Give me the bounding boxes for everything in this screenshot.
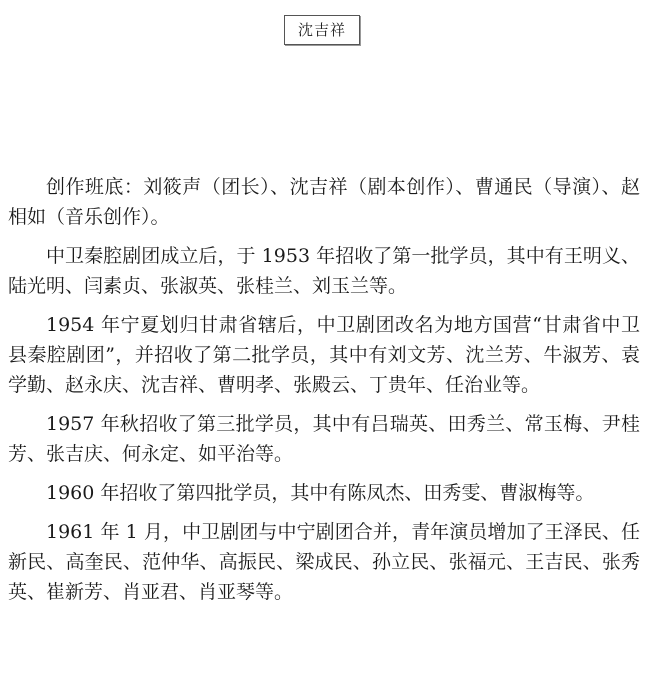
- header-title: 沈吉祥: [297, 21, 346, 39]
- running-header: [284, 15, 360, 45]
- paragraph-fourth-batch: 1960 年招收了第四批学员，其中有陈凤杰、田秀雯、曹淑梅等。: [46, 482, 595, 504]
- document-body: [8, 172, 640, 616]
- paragraph-first-batch: 中卫秦腔剧团成立后，于 1953 年招收了第一批学员，其中有王明义、陆光明、闫素贞、张淑英、张桂兰、刘玉兰等。: [8, 245, 640, 297]
- paragraph-second-batch: 1954 年宁夏划归甘肃省辖后，中卫剧团改名为地方国营“甘肃省中卫县秦腔剧团”，并招收了第二批学员，其中有刘文芳、沈兰芳、牛淑芳、袁学勤、赵永庆、沈吉祥、曹明孝、张殿云、丁贵年、任治业等。: [8, 314, 640, 396]
- paragraph-third-batch: 1957 年秋招收了第三批学员，其中有吕瑞英、田秀兰、常玉梅、尹桂芳、张吉庆、何永定、如平治等。: [8, 413, 640, 465]
- paragraph-merger: 1961 年 1 月，中卫剧团与中宁剧团合并，青年演员增加了王泽民、任新民、高奎民、范仲华、高振民、梁成民、孙立民、张福元、王吉民、张秀英、崔新芳、肖亚君、肖亚琴等。: [8, 521, 640, 603]
- paragraph-creative-team: 创作班底：刘筱声（团长）、沈吉祥（剧本创作）、曹通民（导演）、赵相如（音乐创作）。: [8, 176, 640, 228]
